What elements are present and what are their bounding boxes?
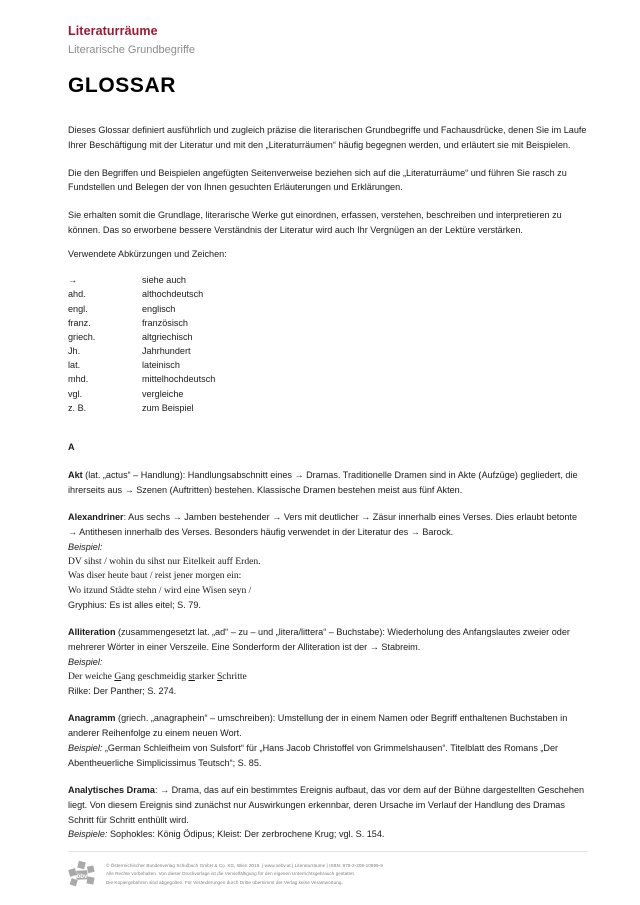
abbreviations-table bbox=[68, 273, 215, 415]
abbreviation-key: vgl. bbox=[68, 388, 83, 399]
abbreviation-value: englisch bbox=[142, 303, 176, 314]
table-row bbox=[68, 344, 215, 358]
abbreviation-key: lat. bbox=[68, 360, 81, 371]
footer-copyright bbox=[106, 860, 383, 887]
intro-section bbox=[68, 123, 588, 237]
example-verse-line: DV sihst / wohin du sihst nur Eitelkeit auff Erden. bbox=[68, 555, 261, 567]
entry-term: Alexandriner bbox=[68, 512, 124, 523]
abbreviation-key: mhd. bbox=[68, 374, 89, 385]
intro-paragraph: Die den Begriffen und Beispielen angefügten Seitenverweise beziehen sich auf die „Literaturräume“ und führen Sie rasch zu Fundstellen und Belegen der von Ihnen gesuchten Erläuterungen und Erklärungen. bbox=[68, 167, 567, 193]
example-text: „German Schleifheim von Sulsfort“ für „Hans Jacob Christoffel von Grimmelshausen“. Titelblatt des Romans „Der Abentheuerliche Simplicissimus Teutsch“; S. 85. bbox=[68, 742, 559, 768]
entry-definition bbox=[68, 468, 588, 497]
page-footer bbox=[68, 851, 588, 889]
entry-definition bbox=[68, 783, 588, 827]
abbreviation-value: zum Beispiel bbox=[142, 402, 194, 413]
entry-text: : → Drama, das auf ein bestimmtes Ereignis aufbaut, das vor dem auf der Bühne dargestellten Geschehen liegt. Von diesem Ereignis sind zunächst nur Auswirkungen erkennbar, deren Ursache im Verlauf der Handlung des Dramas Schritt für Schritt enthüllt wird. bbox=[68, 785, 585, 825]
table-row bbox=[68, 316, 215, 330]
entry-definition bbox=[68, 625, 588, 654]
entry-term: Analytisches Drama bbox=[68, 785, 155, 796]
example-label: Beispiel: bbox=[68, 656, 103, 667]
abbreviation-key: → bbox=[68, 275, 77, 286]
entry-example bbox=[68, 741, 588, 770]
brand-subtitle: Literarische Grundbegriffe bbox=[68, 43, 195, 56]
abbreviation-key: griech. bbox=[68, 331, 96, 342]
table-row bbox=[68, 401, 215, 415]
entry-term: Alliteration bbox=[68, 627, 116, 638]
example-source: Rilke: Der Panther; S. 274. bbox=[68, 686, 177, 697]
page-header bbox=[68, 0, 588, 97]
intro-paragraph: Dieses Glossar definiert ausführlich und zugleich präzise die literarischen Grundbegriffe und Fachausdrücke, denen Sie im Laufe Ihrer Beschäftigung mit der Literatur und mit den „Literaturräumen“ häufig begegnen werden, und erläutert sie mit Beispielen. bbox=[68, 125, 587, 150]
glossary-entry-alliteration bbox=[68, 625, 588, 698]
footer-line: Alle Rechte vorbehalten. Von dieser Druckvorlage ist die Vervielfältigung für den eigenen Unterrichtsgebrauch gestattet. bbox=[106, 871, 356, 877]
entry-text: (griech. „anagraphein“ – umschreiben): Umstellung der in einem Namen oder Begriff enthaltenen Buchstaben in anderer Reihenfolge zu einem neuen Wort. bbox=[68, 713, 568, 739]
abbreviation-value: lateinisch bbox=[142, 360, 180, 371]
brand-title: Literaturräume bbox=[68, 24, 158, 38]
example-verse-line: Der weiche Gang geschmeidig starker Schritte bbox=[68, 670, 247, 682]
glossary-entry-alexandriner bbox=[68, 510, 588, 612]
abbreviation-key: ahd. bbox=[68, 289, 86, 300]
oebv-logo-label: öbv bbox=[76, 873, 88, 880]
entry-example bbox=[68, 827, 588, 842]
table-row bbox=[68, 330, 215, 344]
entry-definition bbox=[68, 711, 588, 740]
footer-divider bbox=[68, 851, 588, 852]
example-verse-line: Was diser heute baut / reist jener morgen ein: bbox=[68, 570, 242, 582]
abbreviations-lead: Verwendete Abkürzungen und Zeichen: bbox=[68, 248, 227, 259]
footer-line: Die Kopiergebühren sind abgegolten. Für Veränderungen durch Dritte übernimmt der Verlag keine Verantwortung. bbox=[106, 879, 343, 885]
example-verse-line: Wo itzund Städte stehn / wird eine Wisen seyn / bbox=[68, 584, 252, 596]
intro-paragraph: Sie erhalten somit die Grundlage, literarische Werke gut einordnen, erfassen, verstehen, beschreiben und interpretieren zu können. Das so erworbene bessere Verständnis der Literatur wird auch Ihr Vergnügen an der Lektüre verstärken. bbox=[68, 210, 562, 235]
example-source: Gryphius: Es ist alles eitel; S. 79. bbox=[68, 600, 201, 611]
entry-term: Anagramm bbox=[68, 713, 116, 724]
abbreviation-value: mittelhochdeutsch bbox=[142, 374, 216, 385]
entry-term: Akt bbox=[68, 469, 83, 480]
abbreviation-key: franz. bbox=[68, 317, 91, 328]
abbreviation-value: altgriechisch bbox=[142, 331, 193, 342]
glossary-entry-akt bbox=[68, 468, 588, 497]
example-label: Beispiele: bbox=[68, 829, 108, 840]
abbreviation-value: Jahrhundert bbox=[142, 346, 191, 357]
abbreviation-value: siehe auch bbox=[142, 275, 186, 286]
abbreviation-key: engl. bbox=[68, 303, 88, 314]
example-label: Beispiel: bbox=[68, 742, 103, 753]
abbreviation-key: Jh. bbox=[68, 346, 81, 357]
entry-definition bbox=[68, 510, 588, 539]
table-row bbox=[68, 387, 215, 401]
glossary-entry-anagramm bbox=[68, 711, 588, 770]
abbreviation-value: althochdeutsch bbox=[142, 289, 204, 300]
abbreviation-key: z. B. bbox=[68, 402, 87, 413]
entry-text: : Aus sechs → Jamben bestehender → Vers mit deutlicher → Zäsur innerhalb eines Verses. Dies erlaubt betonte → Antithesen innerhalb des Verses. Besonders häufig verwendet in der Literatur des → Barock. bbox=[68, 512, 578, 538]
table-row bbox=[68, 287, 215, 301]
table-row bbox=[68, 302, 215, 316]
letter-section-heading: A bbox=[68, 441, 75, 452]
page-title: GLOSSAR bbox=[68, 74, 177, 98]
table-row bbox=[68, 358, 215, 372]
abbreviation-value: vergleiche bbox=[142, 388, 184, 399]
abbreviation-value: französisch bbox=[142, 317, 188, 328]
example-text: Sophokles: König Ödipus; Kleist: Der zerbrochene Krug; vgl. S. 154. bbox=[107, 829, 385, 840]
entry-text: (zusammengesetzt lat. „ad“ – zu – und „litera/littera“ – Buchstabe): Wiederholung des Anfangslautes zweier oder mehrerer Wörter in einer Verszeile. Eine Sonderform der Alliteration ist der → Stabreim. bbox=[68, 627, 570, 653]
table-row bbox=[68, 372, 215, 386]
example-label: Beispiel: bbox=[68, 541, 103, 552]
entry-text: (lat. „actus“ – Handlung): Handlungsabschnitt eines → Dramas. Traditionelle Dramen sind in Akte (Aufzüge) gegliedert, die ihrerseits aus → Szenen (Auftritten) bestehen. Klassische Dramen bestehen meist aus fünf Akten. bbox=[68, 469, 578, 495]
table-row bbox=[68, 273, 215, 287]
footer-line: © Österreichischer Bundesverlag Schulbuch GmbH & Co. KG, Wien 2019. | www.oebv.at | Literaturräume | ISBN: 978-3-209-10899-9 bbox=[106, 863, 383, 868]
glossary-entry-analytisches-drama bbox=[68, 783, 588, 842]
oebv-logo-icon bbox=[68, 861, 96, 889]
